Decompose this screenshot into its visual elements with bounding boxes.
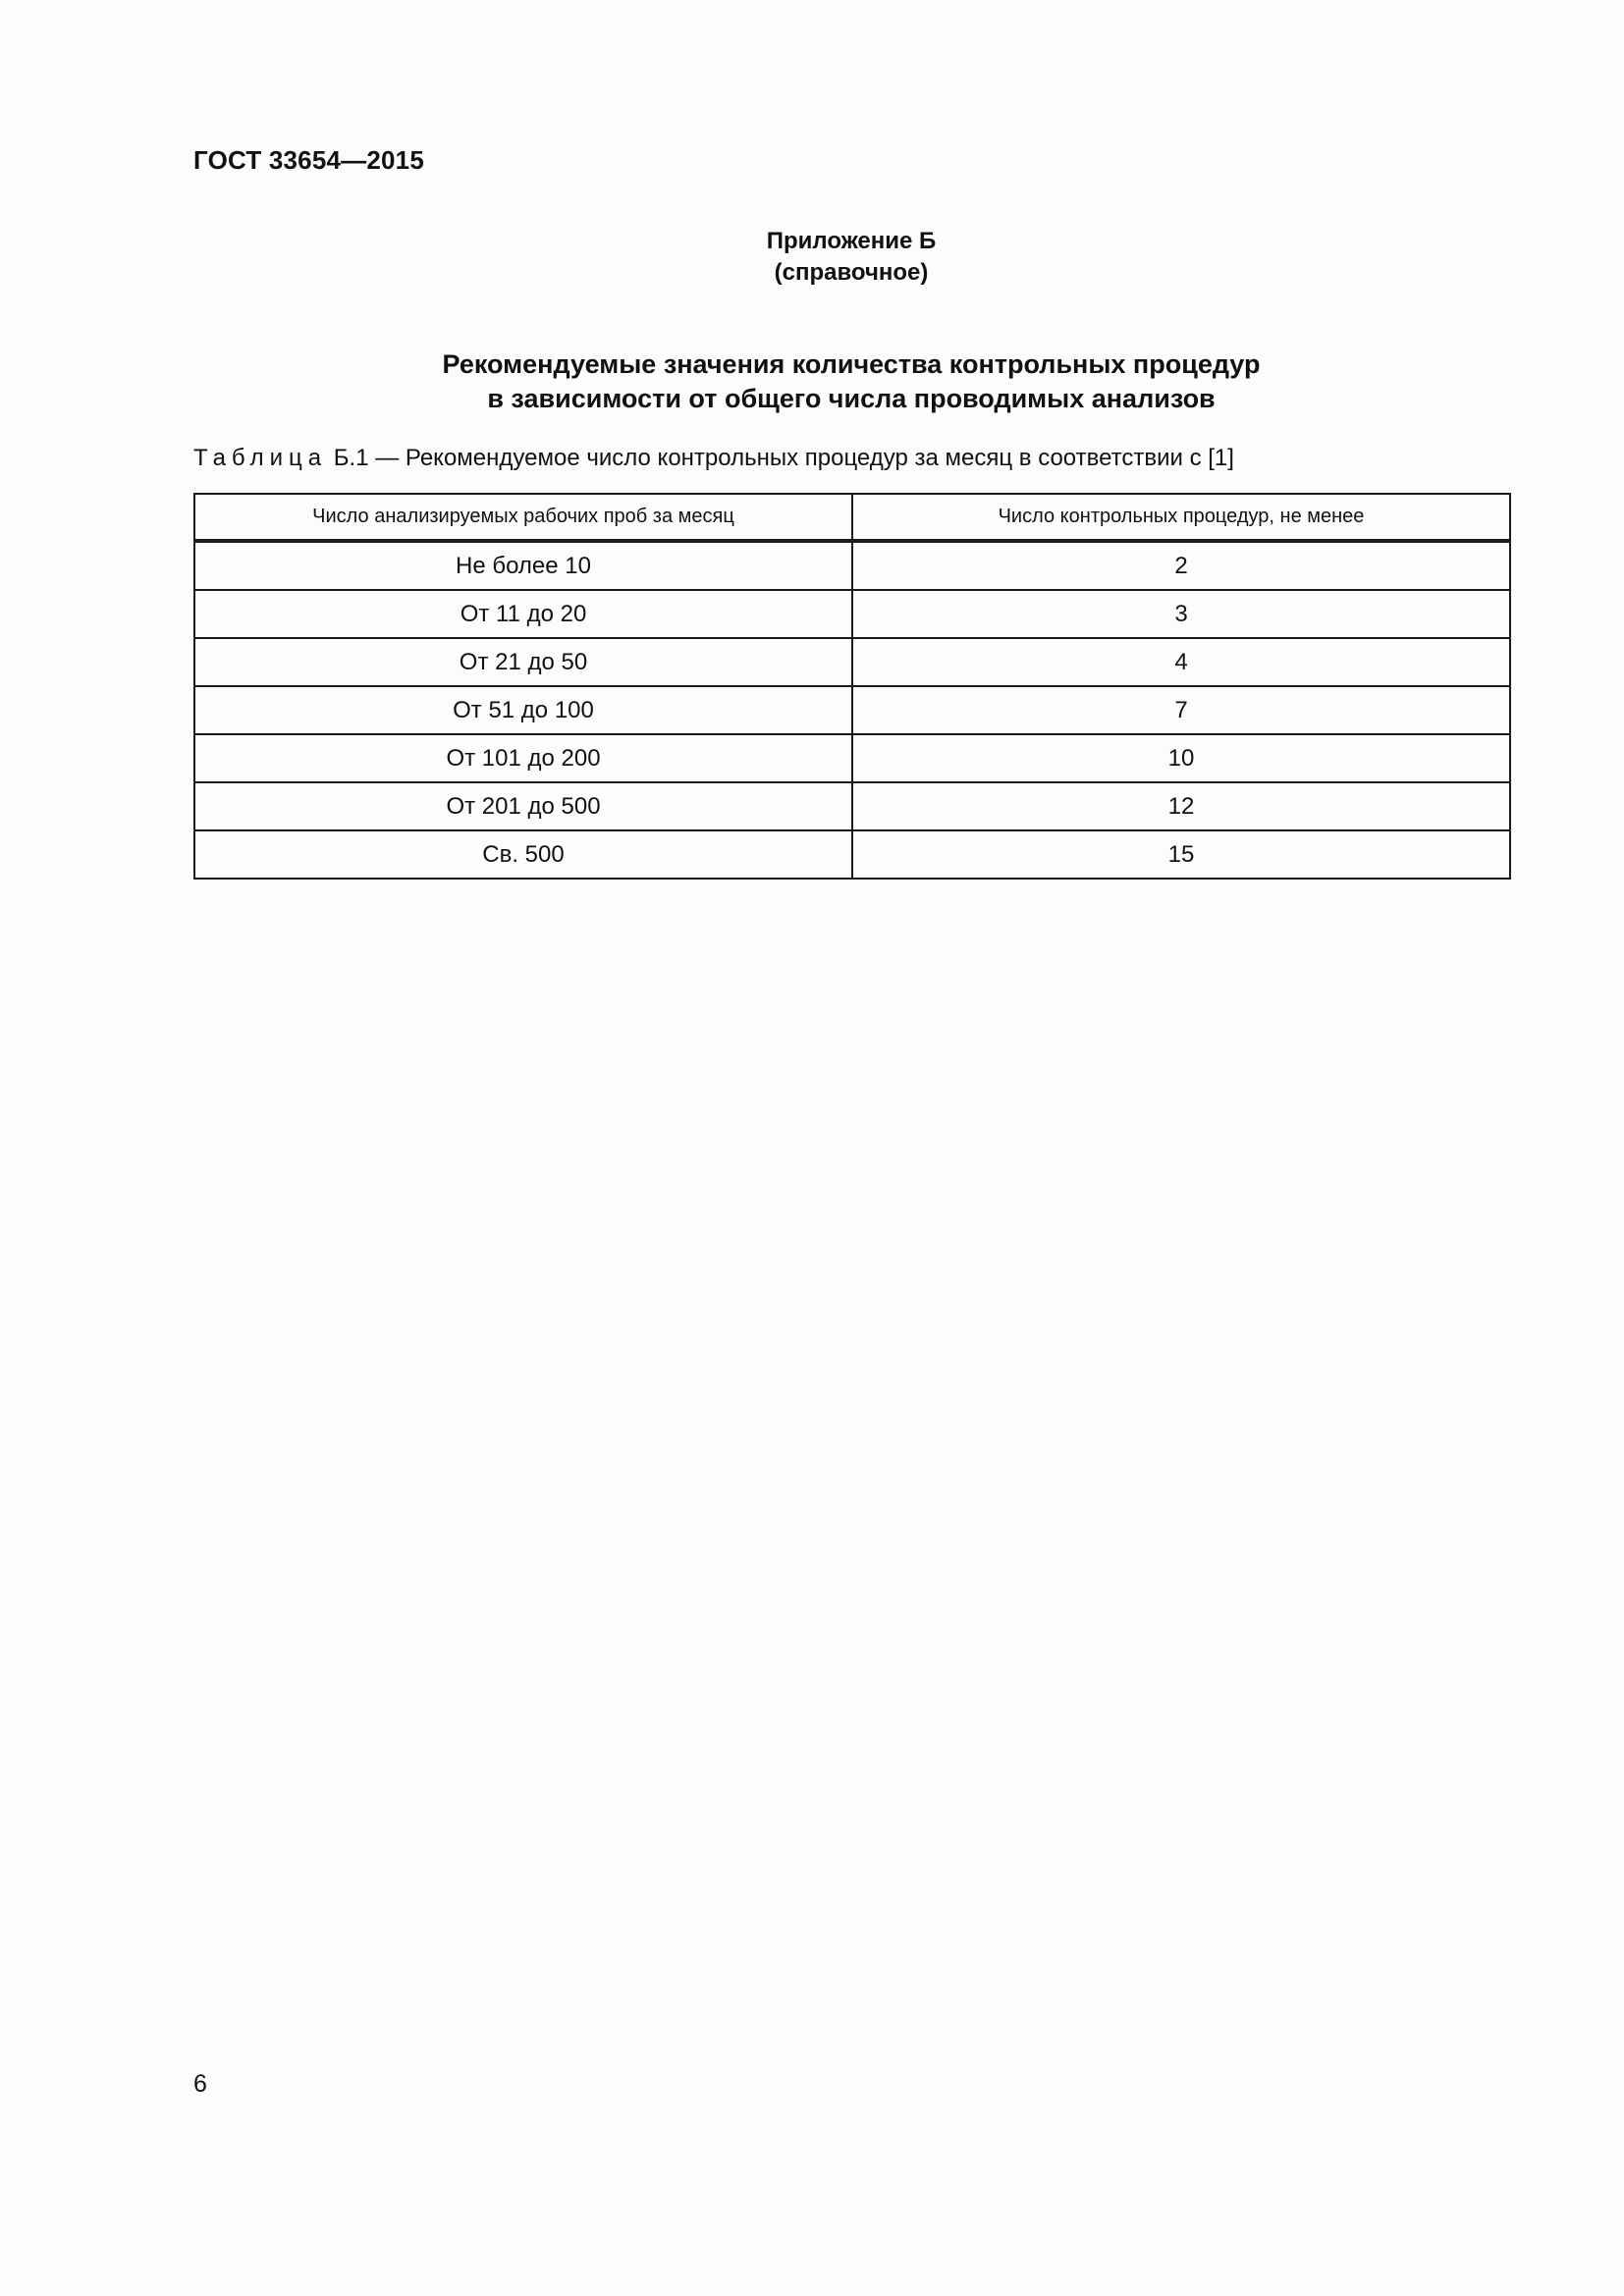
table-caption-prefix: Таблица <box>193 445 328 471</box>
cell-procedures: 12 <box>852 782 1510 830</box>
cell-procedures: 10 <box>852 734 1510 782</box>
table-row <box>194 830 1510 879</box>
document-code: ГОСТ 33654—2015 <box>193 145 424 175</box>
appendix-type: (справочное) <box>774 259 929 286</box>
table-header-row <box>194 494 1510 541</box>
table-row <box>194 734 1510 782</box>
table-row <box>194 638 1510 686</box>
cell-samples: От 51 до 100 <box>194 686 852 734</box>
table-row <box>194 541 1510 590</box>
cell-samples: От 21 до 50 <box>194 638 852 686</box>
table-row <box>194 686 1510 734</box>
table-caption-text: Б.1 — Рекомендуемое число контрольных процедур за месяц в соответствии с [1] <box>327 445 1234 471</box>
cell-samples: От 101 до 200 <box>194 734 852 782</box>
section-title-line-1: Рекомендуемые значения количества контрольных процедур <box>442 349 1261 379</box>
cell-samples: От 201 до 500 <box>194 782 852 830</box>
cell-procedures: 3 <box>852 590 1510 638</box>
column-header-procedures: Число контрольных процедур, не менее <box>852 494 1510 541</box>
section-title-line-2: в зависимости от общего числа проводимых анализов <box>487 384 1216 413</box>
recommended-procedures-table <box>193 493 1511 880</box>
cell-samples: Св. 500 <box>194 830 852 879</box>
column-header-samples: Число анализируемых рабочих проб за месяц <box>194 494 852 541</box>
table-row <box>194 782 1510 830</box>
cell-procedures: 4 <box>852 638 1510 686</box>
cell-samples: От 11 до 20 <box>194 590 852 638</box>
page-number: 6 <box>193 2070 207 2098</box>
table-caption <box>193 443 1234 474</box>
appendix-title: Приложение Б <box>766 228 937 254</box>
cell-samples: Не более 10 <box>194 541 852 590</box>
table-row <box>194 590 1510 638</box>
cell-procedures: 15 <box>852 830 1510 879</box>
cell-procedures: 7 <box>852 686 1510 734</box>
cell-procedures: 2 <box>852 541 1510 590</box>
